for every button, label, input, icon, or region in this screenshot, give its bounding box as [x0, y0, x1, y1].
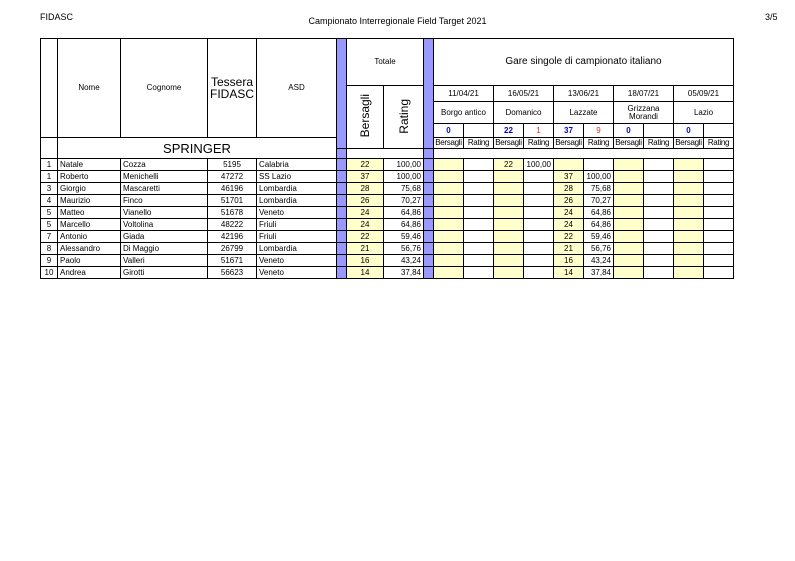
row-event-rating — [524, 207, 554, 219]
row-event-rating: 56,76 — [584, 243, 614, 255]
row-event-bersagli — [674, 255, 704, 267]
row-event-rating — [464, 243, 494, 255]
pos-spacer — [41, 138, 58, 159]
event-date-4: 05/09/21 — [674, 86, 734, 102]
sub-rating-4: Rating — [704, 138, 734, 149]
row-position: 5 — [41, 207, 58, 219]
row-event-rating: 64,86 — [584, 219, 614, 231]
event-rating-2: 9 — [584, 124, 614, 138]
row-event-bersagli — [614, 207, 644, 219]
row-nome: Paolo — [58, 255, 121, 267]
page-number: 3/5 — [765, 12, 778, 22]
row-event-rating: 70,27 — [584, 195, 614, 207]
rating-header: Rating — [384, 86, 424, 149]
row-separator-right — [424, 159, 434, 171]
row-event-bersagli — [614, 183, 644, 195]
row-total-bersagli: 14 — [347, 267, 384, 279]
row-tessera: 47272 — [208, 171, 257, 183]
asd-header: ASD — [257, 39, 337, 138]
event-date-1: 16/05/21 — [494, 86, 554, 102]
gare-header: Gare singole di campionato italiano — [434, 39, 734, 86]
row-separator-right — [424, 183, 434, 195]
row-cognome: Mascaretti — [121, 183, 208, 195]
row-event-rating — [704, 243, 734, 255]
row-event-rating — [464, 207, 494, 219]
row-total-rating: 59,46 — [384, 231, 424, 243]
row-event-rating — [704, 231, 734, 243]
row-event-bersagli: 22 — [554, 231, 584, 243]
row-event-bersagli — [494, 171, 524, 183]
row-event-bersagli — [494, 207, 524, 219]
pos-header — [41, 39, 58, 138]
row-total-bersagli: 22 — [347, 159, 384, 171]
row-separator-left — [337, 159, 347, 171]
row-event-rating — [644, 243, 674, 255]
row-asd: Friuli — [257, 231, 337, 243]
row-separator-right — [424, 195, 434, 207]
event-date-0: 11/04/21 — [434, 86, 494, 102]
row-separator-left — [337, 231, 347, 243]
event-rating-1: 1 — [524, 124, 554, 138]
row-event-bersagli — [434, 171, 464, 183]
row-separator-right — [424, 243, 434, 255]
row-asd: SS Lazio — [257, 171, 337, 183]
row-total-rating: 70,27 — [384, 195, 424, 207]
table-row — [41, 195, 734, 207]
row-event-rating — [704, 219, 734, 231]
separator-left-cat — [337, 149, 347, 159]
row-separator-right — [424, 231, 434, 243]
row-event-bersagli — [434, 231, 464, 243]
row-event-rating — [644, 231, 674, 243]
row-event-rating — [644, 159, 674, 171]
event-bersagli-2: 37 — [554, 124, 584, 138]
row-event-rating — [524, 219, 554, 231]
separator-right — [424, 39, 434, 149]
row-separator-left — [337, 243, 347, 255]
row-cognome: Finco — [121, 195, 208, 207]
row-event-bersagli — [494, 231, 524, 243]
row-event-rating — [644, 267, 674, 279]
row-separator-right — [424, 255, 434, 267]
row-event-bersagli — [434, 219, 464, 231]
event-place-1: Domanico — [494, 102, 554, 124]
sub-rating-1: Rating — [524, 138, 554, 149]
row-total-rating: 56,76 — [384, 243, 424, 255]
event-rating-4 — [704, 124, 734, 138]
row-position: 9 — [41, 255, 58, 267]
row-nome: Alessandro — [58, 243, 121, 255]
row-event-rating — [524, 195, 554, 207]
row-event-rating — [524, 183, 554, 195]
row-event-bersagli — [434, 159, 464, 171]
row-event-bersagli — [614, 195, 644, 207]
row-nome: Matteo — [58, 207, 121, 219]
row-cognome: Girotti — [121, 267, 208, 279]
row-event-bersagli — [674, 219, 704, 231]
row-event-rating — [524, 267, 554, 279]
row-tessera: 51701 — [208, 195, 257, 207]
row-event-bersagli: 26 — [554, 195, 584, 207]
event-place-4: Lazio — [674, 102, 734, 124]
row-event-rating — [644, 255, 674, 267]
totale-header: Totale — [347, 39, 424, 86]
sub-bersagli-3: Bersagli — [615, 138, 642, 147]
row-total-rating: 64,86 — [384, 219, 424, 231]
row-event-bersagli: 28 — [554, 183, 584, 195]
sub-bersagli-0: Bersagli — [435, 138, 462, 147]
category-label: SPRINGER — [58, 138, 337, 159]
row-asd: Veneto — [257, 255, 337, 267]
row-event-rating: 37,84 — [584, 267, 614, 279]
row-nome: Antonio — [58, 231, 121, 243]
row-asd: Friuli — [257, 219, 337, 231]
row-separator-right — [424, 219, 434, 231]
row-cognome: Menichelli — [121, 171, 208, 183]
row-tessera: 56623 — [208, 267, 257, 279]
row-event-bersagli — [674, 207, 704, 219]
event-place-3: Grizzana Morandi — [614, 102, 674, 124]
row-total-rating: 64,86 — [384, 207, 424, 219]
row-cognome: Vianello — [121, 207, 208, 219]
row-total-bersagli: 37 — [347, 171, 384, 183]
row-position: 10 — [41, 267, 58, 279]
row-event-rating — [644, 219, 674, 231]
row-position: 4 — [41, 195, 58, 207]
row-event-bersagli: 16 — [554, 255, 584, 267]
row-separator-left — [337, 219, 347, 231]
row-asd: Lombardia — [257, 195, 337, 207]
row-total-rating: 75,68 — [384, 183, 424, 195]
row-event-bersagli — [434, 243, 464, 255]
row-event-bersagli — [674, 243, 704, 255]
event-date-2: 13/06/21 — [554, 86, 614, 102]
row-event-bersagli — [614, 219, 644, 231]
table-row — [41, 231, 734, 243]
table-row — [41, 255, 734, 267]
event-place-0: Borgo antico — [434, 102, 494, 124]
row-separator-left — [337, 255, 347, 267]
row-event-bersagli — [614, 171, 644, 183]
row-nome: Natale — [58, 159, 121, 171]
event-rating-3 — [644, 124, 674, 138]
row-separator-right — [424, 207, 434, 219]
row-total-rating: 100,00 — [384, 159, 424, 171]
row-cognome: Giada — [121, 231, 208, 243]
row-cognome: Valleri — [121, 255, 208, 267]
row-cognome: Di Maggio — [121, 243, 208, 255]
row-asd: Lombardia — [257, 183, 337, 195]
row-position: 7 — [41, 231, 58, 243]
row-event-rating — [464, 231, 494, 243]
row-event-rating — [644, 195, 674, 207]
row-event-bersagli: 14 — [554, 267, 584, 279]
row-event-rating — [524, 171, 554, 183]
row-event-bersagli — [494, 183, 524, 195]
row-separator-right — [424, 171, 434, 183]
row-total-bersagli: 16 — [347, 255, 384, 267]
ranking-table — [40, 38, 734, 279]
row-tessera: 5195 — [208, 159, 257, 171]
table-row — [41, 183, 734, 195]
row-event-rating — [704, 207, 734, 219]
row-total-bersagli: 21 — [347, 243, 384, 255]
row-event-rating — [464, 219, 494, 231]
row-event-bersagli — [494, 195, 524, 207]
row-cognome: Voltolina — [121, 219, 208, 231]
row-event-bersagli — [674, 231, 704, 243]
row-tessera: 26799 — [208, 243, 257, 255]
row-event-bersagli — [494, 243, 524, 255]
row-event-rating: 100,00 — [584, 171, 614, 183]
row-asd: Veneto — [257, 267, 337, 279]
row-total-bersagli: 24 — [347, 207, 384, 219]
nome-header: Nome — [58, 39, 121, 138]
row-event-rating — [584, 159, 614, 171]
table-row — [41, 267, 734, 279]
row-event-rating: 59,46 — [584, 231, 614, 243]
row-separator-left — [337, 195, 347, 207]
row-event-bersagli — [494, 219, 524, 231]
event-place-2: Lazzate — [554, 102, 614, 124]
row-event-rating — [524, 231, 554, 243]
row-separator-left — [337, 207, 347, 219]
totale-cat-spacer — [347, 149, 424, 159]
row-event-rating — [464, 255, 494, 267]
row-event-bersagli — [434, 195, 464, 207]
row-event-bersagli: 24 — [554, 207, 584, 219]
row-position: 3 — [41, 183, 58, 195]
row-event-bersagli — [434, 183, 464, 195]
row-event-bersagli — [494, 267, 524, 279]
row-tessera: 51678 — [208, 207, 257, 219]
row-event-rating: 64,86 — [584, 207, 614, 219]
row-total-rating: 37,84 — [384, 267, 424, 279]
row-event-bersagli: 21 — [554, 243, 584, 255]
event-bersagli-3: 0 — [614, 124, 644, 138]
row-total-rating: 100,00 — [384, 171, 424, 183]
row-event-bersagli — [614, 159, 644, 171]
event-bersagli-0: 0 — [434, 124, 464, 138]
row-event-bersagli — [614, 231, 644, 243]
row-event-bersagli — [614, 243, 644, 255]
row-event-bersagli — [434, 255, 464, 267]
row-event-rating — [644, 207, 674, 219]
row-event-bersagli: 22 — [494, 159, 524, 171]
event-rating-0 — [464, 124, 494, 138]
separator-left — [337, 39, 347, 149]
row-event-rating — [704, 267, 734, 279]
row-total-bersagli: 22 — [347, 231, 384, 243]
row-event-bersagli: 37 — [554, 171, 584, 183]
row-event-rating — [704, 195, 734, 207]
row-asd: Lombardia — [257, 243, 337, 255]
row-nome: Andrea — [58, 267, 121, 279]
row-event-rating — [704, 183, 734, 195]
row-position: 8 — [41, 243, 58, 255]
row-separator-left — [337, 171, 347, 183]
org-label: FIDASC — [40, 12, 74, 22]
row-event-bersagli — [674, 159, 704, 171]
row-event-rating: 75,68 — [584, 183, 614, 195]
row-separator-right — [424, 267, 434, 279]
row-tessera: 48222 — [208, 219, 257, 231]
row-event-bersagli: 24 — [554, 219, 584, 231]
table-row — [41, 219, 734, 231]
row-nome: Maurizio — [58, 195, 121, 207]
row-event-rating — [704, 159, 734, 171]
row-event-rating — [464, 267, 494, 279]
row-cognome: Cozza — [121, 159, 208, 171]
sub-bersagli-2: Bersagli — [555, 138, 582, 147]
cognome-header: Cognome — [121, 39, 208, 138]
row-event-bersagli — [674, 267, 704, 279]
row-event-bersagli — [674, 183, 704, 195]
sub-rating-0: Rating — [464, 138, 494, 149]
table-row — [41, 207, 734, 219]
table-row — [41, 243, 734, 255]
row-event-rating — [464, 183, 494, 195]
row-event-rating — [704, 255, 734, 267]
event-date-3: 18/07/21 — [614, 86, 674, 102]
row-tessera: 42196 — [208, 231, 257, 243]
tessera-header: Tessera FIDASC — [208, 39, 257, 138]
row-event-bersagli — [554, 159, 584, 171]
row-event-rating: 100,00 — [524, 159, 554, 171]
row-event-rating — [644, 183, 674, 195]
row-asd: Calabria — [257, 159, 337, 171]
table-row — [41, 171, 734, 183]
sub-rating-3: Rating — [644, 138, 674, 149]
row-separator-left — [337, 183, 347, 195]
row-event-rating — [524, 243, 554, 255]
row-nome: Giorgio — [58, 183, 121, 195]
separator-right-cat — [424, 149, 434, 159]
page-title: Campionato Interregionale Field Target 2021 — [308, 16, 487, 26]
event-bersagli-1: 22 — [494, 124, 524, 138]
row-event-rating — [464, 195, 494, 207]
row-nome: Roberto — [58, 171, 121, 183]
row-tessera: 46196 — [208, 183, 257, 195]
row-event-bersagli — [614, 267, 644, 279]
row-event-rating — [524, 255, 554, 267]
row-total-bersagli: 24 — [347, 219, 384, 231]
row-event-rating: 43,24 — [584, 255, 614, 267]
row-event-bersagli — [434, 207, 464, 219]
row-asd: Veneto — [257, 207, 337, 219]
row-position: 1 — [41, 159, 58, 171]
row-total-bersagli: 28 — [347, 183, 384, 195]
row-event-bersagli — [434, 267, 464, 279]
row-event-rating — [464, 171, 494, 183]
bersagli-header: Bersagli — [347, 86, 384, 149]
row-event-bersagli — [674, 195, 704, 207]
sub-bersagli-4: Bersagli — [675, 138, 702, 147]
row-total-rating: 43,24 — [384, 255, 424, 267]
row-event-bersagli — [674, 171, 704, 183]
table-row — [41, 159, 734, 171]
event-bersagli-4: 0 — [674, 124, 704, 138]
row-position: 5 — [41, 219, 58, 231]
events-cat-spacer — [434, 149, 734, 159]
row-nome: Marcello — [58, 219, 121, 231]
row-separator-left — [337, 267, 347, 279]
sub-rating-2: Rating — [584, 138, 614, 149]
row-event-bersagli — [494, 255, 524, 267]
row-event-rating — [644, 171, 674, 183]
row-position: 1 — [41, 171, 58, 183]
row-event-rating — [464, 159, 494, 171]
row-event-rating — [704, 171, 734, 183]
row-total-bersagli: 26 — [347, 195, 384, 207]
row-event-bersagli — [614, 255, 644, 267]
row-tessera: 51671 — [208, 255, 257, 267]
sub-bersagli-1: Bersagli — [495, 138, 522, 147]
